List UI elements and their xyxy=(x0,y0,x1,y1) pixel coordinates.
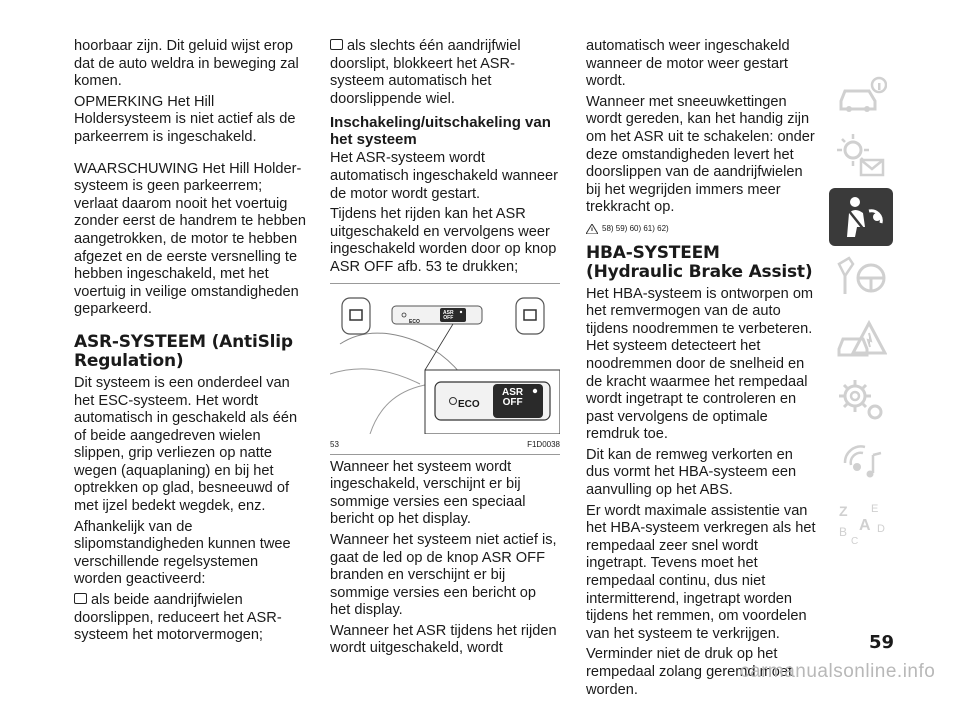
subsection-heading: Inschakeling/uitschakeling van het systeem xyxy=(330,114,551,149)
svg-text:D: D xyxy=(877,523,885,535)
warning-triangle-icon xyxy=(586,224,598,234)
svg-text:A: A xyxy=(859,517,871,534)
text-column-3 xyxy=(586,38,816,702)
text-column-2 xyxy=(330,38,560,661)
eco-button-label: ECO xyxy=(409,318,420,325)
chapter-tab-driving[interactable] xyxy=(829,249,893,307)
asr-off-button-label-large: ASR OFF xyxy=(502,386,524,408)
page-number: 59 xyxy=(869,632,895,653)
paragraph: Het ASR-systeem wordt automatisch ingeschakeld wanneer de motor wordt gestart. xyxy=(330,150,558,202)
bullet-item: als beide aandrijfwielen doorslippen, reduceert het ASR-systeem het motorvermogen; xyxy=(74,592,282,644)
chapter-tab-index[interactable] xyxy=(829,493,893,551)
paragraph: automatisch weer ingeschakeld wanneer de motor weer gestart wordt. xyxy=(586,38,790,90)
figure-53 xyxy=(330,283,560,455)
chapter-tab-emergency[interactable] xyxy=(829,310,893,368)
section-heading-asr: ASR-SYSTEEM (AntiSlip Regulation) xyxy=(74,331,293,371)
watermark: carmanualsonline.info xyxy=(740,661,936,682)
figure-code: F1D0038 xyxy=(527,439,560,449)
paragraph: hoorbaar zijn. Dit geluid wijst erop dat de auto weldra in beweging zal komen. xyxy=(74,38,299,90)
chapter-tab-lights[interactable] xyxy=(829,127,893,185)
index-alphabet-icon xyxy=(835,498,887,546)
chapter-tab-multimedia[interactable] xyxy=(829,432,893,490)
chapter-tab-safety[interactable] xyxy=(829,188,893,246)
svg-text:E: E xyxy=(871,503,879,515)
paragraph: Wanneer het systeem wordt ingeschakeld, verschijnt er bij sommige versies een speciaal bericht op het display. xyxy=(330,458,526,528)
paragraph: Dit systeem is een onderdeel van het ESC-systeem. Het wordt automatisch in geschakeld als één of beide aangedreven wielen slippen, grip verliezen op natte wegen (aquaplaning) en bij het optrekken op glad, besneeuwd of met ijzel bedekt wegdek, enz. xyxy=(74,374,298,515)
maintenance-gears-icon xyxy=(835,376,887,424)
text-column-1 xyxy=(74,38,310,648)
chapter-tab-car-info[interactable] xyxy=(829,66,893,124)
lights-warning-icon xyxy=(835,132,887,180)
car-info-icon xyxy=(835,71,887,119)
paragraph: Dit kan de remweg verkorten en dus vormt het HBA-systeem een aanvulling op het ABS. xyxy=(586,446,797,499)
asr-button-illustration xyxy=(330,284,560,434)
emergency-icon xyxy=(835,315,887,363)
eco-button-label-large: ECO xyxy=(458,398,480,410)
warning-references: 58) 59) 60) 61) 62) xyxy=(586,220,816,238)
note-paragraph: OPMERKING Het Hill Holdersysteem is niet actief als de parkeerrem is ingeschakeld. xyxy=(74,93,296,145)
asr-off-button-label: ASR OFF xyxy=(443,309,454,321)
paragraph: Tijdens het rijden kan het ASR uitgeschakeld en vervolgens weer ingeschakeld worden door op knop ASR OFF afb. 53 te drukken; xyxy=(330,206,557,275)
section-heading-hba: HBA-SYSTEEM (Hydraulic Brake Assist) xyxy=(586,242,813,282)
figure-number: 53 xyxy=(330,439,339,449)
paragraph: Verminder niet de druk op het rempedaal zolang geremd moet worden. xyxy=(586,646,793,698)
bullet-icon xyxy=(74,593,87,604)
svg-text:C: C xyxy=(851,536,859,546)
paragraph: Wanneer het systeem niet actief is, gaat de led op de knop ASR OFF branden en verschijnt er bij sommige versies een bericht op het display. xyxy=(330,531,557,619)
chapter-sidebar xyxy=(829,66,893,554)
paragraph: Wanneer het ASR tijdens het rijden wordt uitgeschakeld, wordt xyxy=(330,622,557,657)
svg-text:Z: Z xyxy=(839,503,848,519)
paragraph: Wanneer met sneeuwkettingen wordt gereden, kan het handig zijn om het ASR uit te schakelen: onder deze omstandigheden levert het doorslippen van de aandrijfwielen bij het wegrijden immers meer trekkracht op. xyxy=(586,93,815,216)
paragraph: Het HBA-systeem is ontworpen om het remvermogen van de auto tijdens noodremmen te verbeteren. Het systeem detecteert het noodremmen door de snelheid en de kracht waarmee het rempedaal wordt ingetrapt te controleren en past vervolgens de optimale remdruk toe. xyxy=(586,285,814,443)
safety-seatbelt-icon xyxy=(835,193,887,241)
paragraph: Afhankelijk van de slipomstandigheden kunnen twee verschillende regelsystemen worden geactiveerd: xyxy=(74,518,291,588)
svg-text:B: B xyxy=(839,525,848,539)
warning-paragraph: WAARSCHUWING Het Hill Holder-systeem is geen parkeerrem; verlaat daarom nooit het voertuig zonder eerst de handrem te hebben aangetrokken, de motor te hebben afgezet en de eerste versnelling te hebben ingeschakeld, met het voertuig in veilige omstandigheden geparkeerd. xyxy=(74,160,307,318)
bullet-icon xyxy=(330,39,343,50)
chapter-tab-maintenance[interactable] xyxy=(829,371,893,429)
paragraph: Er wordt maximale assistentie van het HBA-systeem verkregen als het rempedaal zeer snel wordt ingetrapt. Tevens moet het rempedaal continu, dus niet intermitterend, ingetrapt worden tijdens het remmen, om voordelen van het systeem te verkrijgen. xyxy=(586,502,816,642)
bullet-item: als slechts één aandrijfwiel doorslipt, blokkeert het ASR-systeem automatisch het doorslippende wiel. xyxy=(330,38,521,107)
multimedia-icon xyxy=(835,437,887,485)
steering-wheel-icon xyxy=(835,254,887,302)
